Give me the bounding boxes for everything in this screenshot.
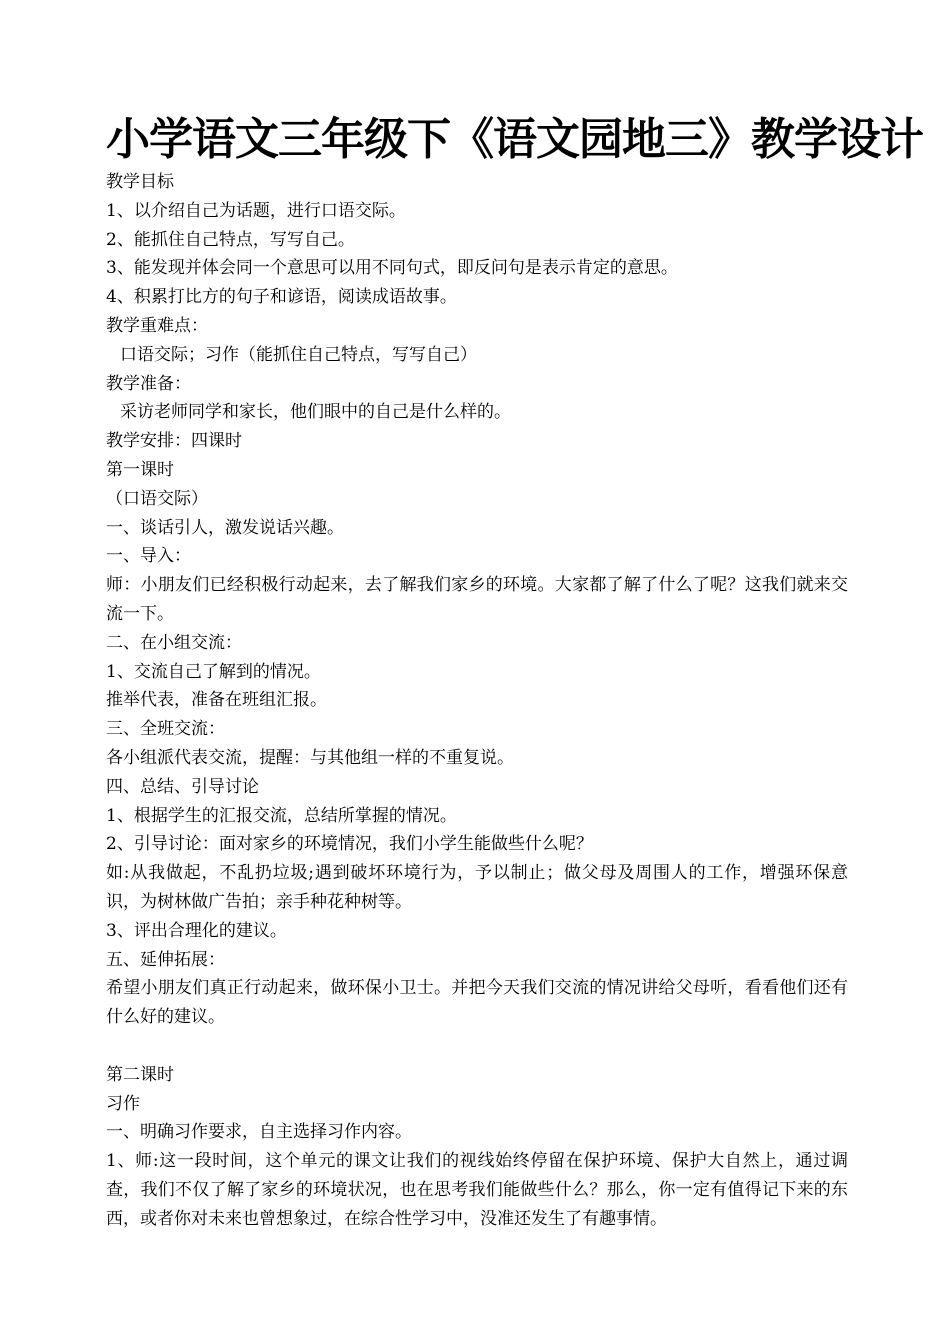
lesson-heading-second: 第二课时 bbox=[106, 1064, 174, 1085]
blank-line bbox=[106, 1032, 848, 1061]
paragraph: 如:从我做起，不乱扔垃圾;遇到破坏环境行为，予以制止；做父母及周围人的工作，增强环保意识，为树林做广告拍；亲手种花种树等。 bbox=[106, 863, 848, 912]
lesson-subheading: 习作 bbox=[106, 1093, 140, 1114]
step-heading: 五、延伸拓展： bbox=[106, 949, 225, 970]
paragraph: 各小组派代表交流，提醒：与其他组一样的不重复说。 bbox=[106, 747, 514, 768]
step-heading: 四、总结、引导讨论 bbox=[106, 776, 259, 797]
paragraph: 推举代表，准备在班组汇报。 bbox=[106, 690, 327, 711]
section-heading-objectives: 教学目标 bbox=[106, 172, 174, 192]
lesson-subheading: （口语交际） bbox=[106, 488, 208, 509]
paragraph: 1、师:这一段时间，这个单元的课文让我们的视线始终停留在保护环境、保护大自然上，通过调查，我们不仅了解了家乡的环境状况，也在思考我们能做些什么？那么，你一定有值得记下来的东西，或者你对未来也曾想象过，在综合性学习中，没准还发生了有趣事情。 bbox=[106, 1151, 848, 1229]
objective-item: 3、能发现并体会同一个意思可以用不同句式，即反问句是表示肯定的意思。 bbox=[106, 258, 678, 279]
step-heading: 一、明确习作要求，自主选择习作内容。 bbox=[106, 1122, 412, 1143]
objective-item: 4、积累打比方的句子和谚语，阅读成语故事。 bbox=[106, 287, 457, 308]
objective-item: 2、能抓住自己特点，写写自己。 bbox=[106, 229, 355, 250]
key-points-text: 口语交际；习作（能抓住自己特点，写写自己） bbox=[120, 344, 477, 365]
step-heading: 一、导入： bbox=[106, 546, 191, 567]
document-body bbox=[106, 168, 848, 1233]
step-heading: 一、谈话引人，激发说话兴趣。 bbox=[106, 517, 344, 538]
step-heading: 二、在小组交流： bbox=[106, 632, 242, 653]
preparation-text: 采访老师同学和家长，他们眼中的自己是什么样的。 bbox=[120, 402, 511, 423]
paragraph: 3、评出合理化的建议。 bbox=[106, 920, 287, 941]
paragraph: 1、交流自己了解到的情况。 bbox=[106, 661, 321, 682]
paragraph: 希望小朋友们真正行动起来，做环保小卫士。并把今天我们交流的情况讲给父母听，看看他们还有什么好的建议。 bbox=[106, 978, 848, 1028]
paragraph: 师：小朋友们已经积极行动起来，去了解我们家乡的环境。大家都了解了什么了呢？这我们就来交流一下。 bbox=[106, 575, 848, 624]
schedule-text: 教学安排：四课时 bbox=[106, 431, 242, 452]
section-heading-preparation: 教学准备： bbox=[106, 373, 191, 394]
paragraph: 1、根据学生的汇报交流，总结所掌握的情况。 bbox=[106, 805, 457, 826]
document-title: 小学语文三年级下《语文园地三》教学设计 bbox=[106, 114, 923, 165]
step-heading: 三、全班交流： bbox=[106, 719, 225, 740]
lesson-heading-first: 第一课时 bbox=[106, 459, 174, 480]
objective-item: 1、以介绍自己为话题，进行口语交际。 bbox=[106, 200, 406, 221]
paragraph: 2、引导讨论：面对家乡的环境情况，我们小学生能做些什么呢？ bbox=[106, 834, 593, 855]
section-heading-key-points: 教学重难点： bbox=[106, 315, 208, 336]
